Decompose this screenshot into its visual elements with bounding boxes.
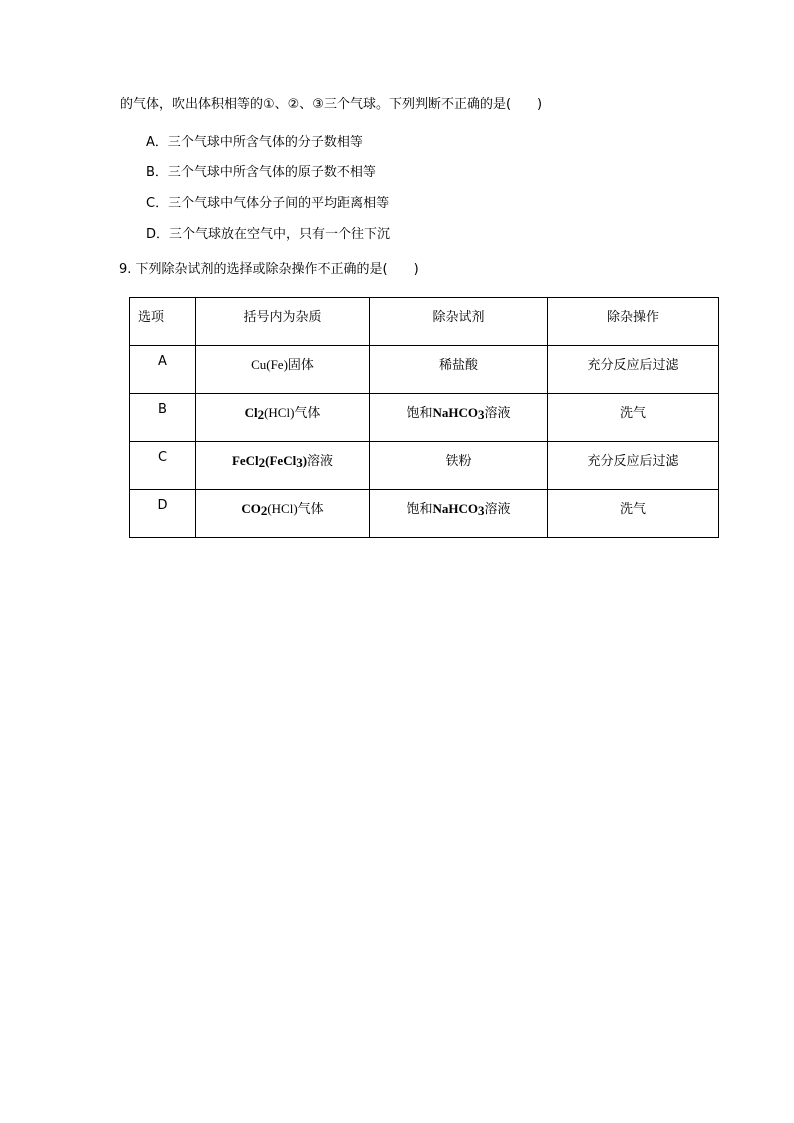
reagent-prefix: 饱和 bbox=[406, 502, 433, 517]
row-impurity bbox=[196, 394, 370, 442]
row-impurity bbox=[196, 442, 370, 490]
row-reagent bbox=[370, 490, 548, 538]
row-option: C bbox=[130, 442, 196, 490]
impurity-state: 固体 bbox=[287, 358, 314, 373]
impurity-formula-paren: (HCl) bbox=[264, 405, 295, 420]
option-letter: A． bbox=[146, 135, 168, 150]
table-row bbox=[130, 490, 719, 538]
table-row bbox=[130, 394, 719, 442]
question-9-stem: 9. 下列除杂试剂的选择或除杂操作不正确的是( ) bbox=[119, 262, 419, 277]
subscript: 3 bbox=[478, 407, 485, 422]
header-option: 选项 bbox=[130, 298, 196, 346]
impurity-formula-paren: (FeCl bbox=[265, 453, 297, 468]
reagent-suffix: 溶液 bbox=[484, 502, 511, 517]
option-a bbox=[146, 135, 363, 151]
subscript: 2 bbox=[258, 455, 266, 470]
table-header-row bbox=[130, 298, 719, 346]
row-option: A bbox=[130, 346, 196, 394]
subscript: 2 bbox=[260, 503, 268, 518]
impurity-state: 溶液 bbox=[307, 454, 334, 469]
option-text: 三个气球中所含气体的分子数相等 bbox=[167, 135, 363, 150]
table-row bbox=[130, 346, 719, 394]
reagent-suffix: 溶液 bbox=[484, 406, 511, 421]
impurity-state: 气体 bbox=[297, 502, 324, 517]
reagent-formula: NaHCO bbox=[432, 405, 478, 420]
table-row bbox=[130, 442, 719, 490]
row-operation: 洗气 bbox=[548, 490, 719, 538]
row-reagent: 铁粉 bbox=[370, 442, 548, 490]
impurity-formula: Cu(Fe) bbox=[251, 357, 288, 372]
impurity-formula-main: FeCl bbox=[231, 453, 259, 468]
option-c bbox=[146, 196, 389, 212]
impurity-removal-table bbox=[129, 297, 719, 538]
impurity-formula-main: Cl bbox=[244, 405, 258, 420]
header-operation: 除杂操作 bbox=[548, 298, 719, 346]
row-impurity bbox=[196, 346, 370, 394]
header-impurity: 括号内为杂质 bbox=[196, 298, 370, 346]
row-option: B bbox=[130, 394, 196, 442]
row-reagent bbox=[370, 394, 548, 442]
option-letter: C． bbox=[146, 196, 169, 211]
option-text: 三个气球中所含气体的原子数不相等 bbox=[167, 165, 376, 180]
option-b bbox=[146, 165, 376, 181]
reagent-formula: NaHCO bbox=[432, 501, 478, 516]
impurity-formula-paren: (HCl) bbox=[267, 501, 298, 516]
option-letter: D． bbox=[146, 227, 170, 242]
row-operation: 充分反应后过滤 bbox=[548, 442, 719, 490]
row-option: D bbox=[130, 490, 196, 538]
subscript: 2 bbox=[257, 407, 265, 422]
option-letter: B． bbox=[146, 165, 168, 180]
option-d bbox=[146, 227, 390, 243]
impurity-formula-main: CO bbox=[241, 501, 261, 516]
header-reagent: 除杂试剂 bbox=[370, 298, 548, 346]
row-reagent: 稀盐酸 bbox=[370, 346, 548, 394]
row-operation: 充分反应后过滤 bbox=[548, 346, 719, 394]
impurity-state: 气体 bbox=[294, 406, 321, 421]
option-text: 三个气球放在空气中，只有一个往下沉 bbox=[169, 227, 391, 242]
row-impurity bbox=[196, 490, 370, 538]
reagent-prefix: 饱和 bbox=[406, 406, 433, 421]
row-operation: 洗气 bbox=[548, 394, 719, 442]
option-text: 三个气球中气体分子间的平均距离相等 bbox=[168, 196, 390, 211]
impurity-formula-close: ) bbox=[302, 453, 308, 468]
subscript: 3 bbox=[296, 455, 303, 470]
question-continuation-text: 的气体，吹出体积相等的①、②、③三个气球。下列判断不正确的是( ) bbox=[120, 97, 543, 112]
subscript: 3 bbox=[478, 503, 485, 518]
